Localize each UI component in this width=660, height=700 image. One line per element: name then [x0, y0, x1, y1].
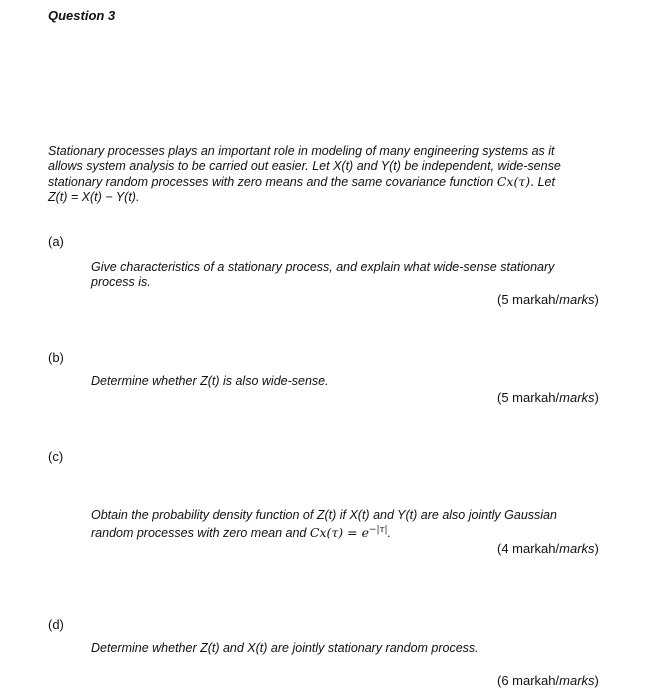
part-b-marks-word: marks: [559, 390, 595, 405]
part-c-marks-close: ): [594, 541, 599, 556]
part-c-line-2: [91, 523, 621, 541]
covariance-formula: [310, 525, 388, 540]
intro-paragraph: [48, 144, 620, 205]
part-b-text: Determine whether Z(t) is also wide-sense.: [91, 374, 329, 388]
part-d-text: Determine whether Z(t) and X(t) are jointly stationary random process.: [91, 641, 479, 655]
part-a-line-1: Give characteristics of a stationary process, and explain what wide-sense stationary: [91, 260, 555, 274]
part-a-marks: [497, 292, 599, 307]
covariance-function: Cx(τ).: [496, 174, 535, 189]
question-title: Question 3: [48, 8, 116, 23]
part-b-marks: [497, 390, 599, 405]
covariance-formula-exponent: −|τ|: [368, 525, 388, 535]
part-c-marks: [497, 541, 599, 556]
part-a-marks-word: marks: [559, 292, 595, 307]
part-d-marks-num: (6 markah/: [497, 673, 560, 688]
covariance-formula-base: Cx(τ) = e: [309, 525, 369, 540]
part-b-label: (b): [48, 350, 64, 365]
part-b-marks-num: (5 markah/: [497, 390, 560, 405]
intro-line-3-prefix: stationary random processes with zero means and the same covariance function: [48, 175, 494, 189]
part-c-line-2-prefix: random processes with zero mean and: [91, 526, 307, 540]
intro-line-2: allows system analysis to be carried out easier. Let X(t) and Y(t) be independent, wide-sense: [48, 159, 561, 173]
intro-line-4: Z(t) = X(t) − Y(t).: [48, 190, 140, 204]
part-b-marks-close: ): [594, 390, 599, 405]
part-c-line-1: Obtain the probability density function of Z(t) if X(t) and Y(t) are also jointly Gaussian: [91, 508, 557, 522]
part-c-marks-num: (4 markah/: [497, 541, 560, 556]
part-a-text: [91, 260, 621, 290]
intro-line-3-suffix: Let: [537, 175, 555, 189]
part-a-marks-num: (5 markah/: [497, 292, 560, 307]
part-d-label: (d): [48, 617, 64, 632]
part-a-label: (a): [48, 234, 64, 249]
part-d-marks: [497, 673, 599, 688]
part-a-marks-close: ): [594, 292, 599, 307]
part-c-marks-word: marks: [559, 541, 595, 556]
part-a-line-2: process is.: [91, 275, 151, 289]
intro-line-3: [48, 174, 620, 190]
part-c-line-2-end: .: [387, 526, 392, 540]
intro-line-1: Stationary processes plays an important role in modeling of many engineering systems as it: [48, 144, 555, 158]
part-c-text: [91, 508, 621, 541]
part-d-marks-close: ): [594, 673, 599, 688]
part-c-label: (c): [48, 449, 64, 464]
part-d-marks-word: marks: [559, 673, 595, 688]
